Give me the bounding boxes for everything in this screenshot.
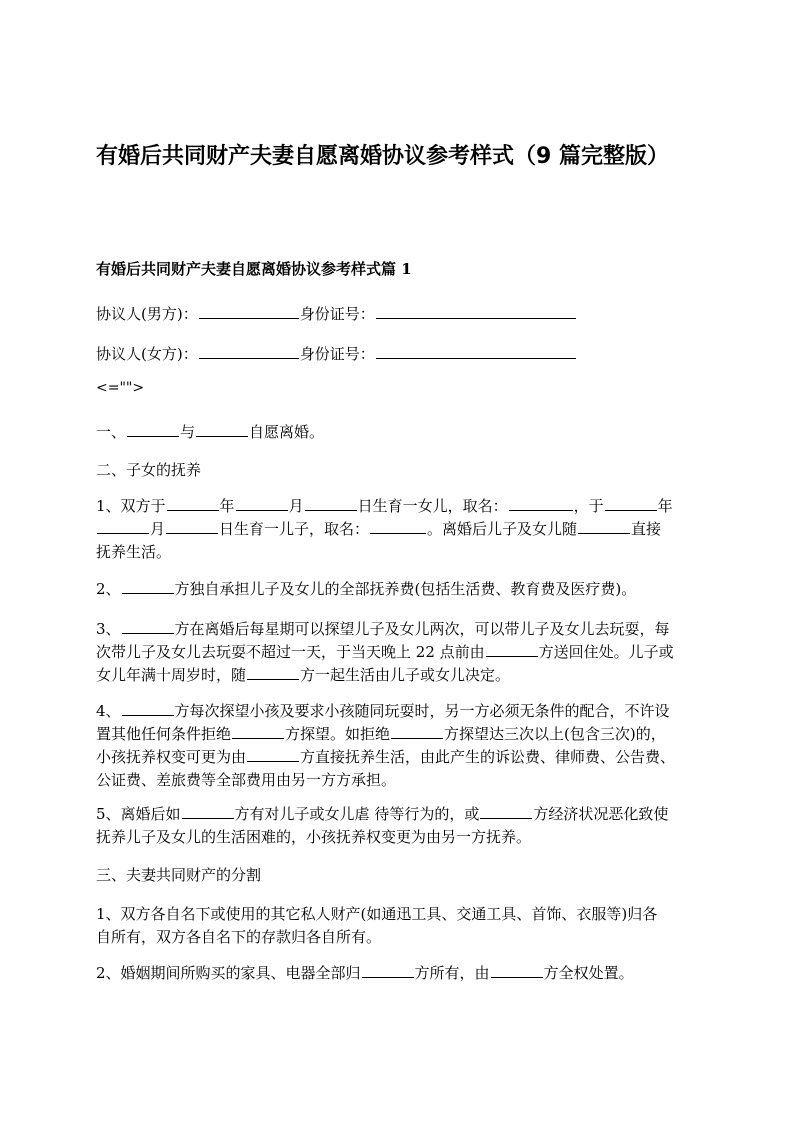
blank-field[interactable]: [122, 579, 174, 594]
text: 方经济状况恶化致使: [533, 805, 669, 823]
text: 与: [180, 423, 196, 441]
blank-field[interactable]: [491, 963, 543, 978]
heading-child-custody: 二、子女的抚养: [96, 461, 202, 479]
text: 方每次探望小孩及要求小孩随同玩耍时，另一方必须无条件的配合，不许设: [174, 702, 670, 720]
text: 日生育一儿子，取名：: [219, 520, 370, 538]
custody-paragraph-5: [96, 803, 706, 849]
blank-field[interactable]: [122, 619, 174, 634]
text: 方探望。如拒绝: [285, 725, 391, 743]
blank-field[interactable]: [578, 519, 630, 534]
blank-field[interactable]: [486, 642, 538, 657]
blank-field[interactable]: [376, 344, 576, 359]
text: 方全权处置。: [543, 964, 634, 982]
text: 5、离婚后如: [96, 805, 181, 823]
blank-field[interactable]: [247, 665, 299, 680]
blank-field[interactable]: [370, 519, 426, 534]
custody-paragraph-4: [96, 700, 706, 792]
blank-field[interactable]: [166, 519, 218, 534]
blank-field[interactable]: [376, 304, 576, 319]
text: 女儿年满十周岁时，随: [96, 666, 247, 684]
property-paragraph-1: [96, 903, 706, 949]
id-number-label: 身份证号：: [299, 345, 375, 363]
blank-field[interactable]: [362, 963, 414, 978]
text: 自愿离婚。: [249, 423, 325, 441]
blank-field[interactable]: [196, 422, 248, 437]
blank-field[interactable]: [97, 519, 149, 534]
id-number-label: 身份证号：: [299, 305, 375, 323]
blank-field[interactable]: [127, 422, 179, 437]
party-female-line: [96, 343, 577, 365]
text: 日生育一女儿，取名：: [357, 497, 508, 515]
section-title: 有婚后共同财产夫妻自愿离婚协议参考样式篇 1: [96, 260, 412, 278]
blank-field[interactable]: [391, 724, 443, 739]
heading-property-division: 三、夫妻共同财产的分割: [96, 866, 262, 884]
text: 年: [219, 497, 235, 515]
clause-1: [96, 421, 324, 443]
text: 直接: [631, 520, 662, 538]
text: 月: [150, 520, 166, 538]
text: 方独自承担儿子及女儿的全部抚养费(包括生活费、教育费及医疗费)。: [174, 580, 637, 598]
text: 方所有，由: [414, 964, 490, 982]
text: 1、双方各自名下或使用的其它私人财产(如通迅工具、交通工具、首饰、衣服等)归各: [96, 905, 658, 923]
blank-field[interactable]: [236, 496, 288, 511]
text: 2、婚姻期间所购买的家具、电器全部归: [96, 964, 361, 982]
text: 方直接抚养生活，由此产生的诉讼费、律师费、公告费、: [300, 748, 676, 766]
text: 。离婚后儿子及女儿随: [427, 520, 578, 538]
blank-field[interactable]: [247, 747, 299, 762]
text: 2、: [96, 580, 121, 598]
blank-field[interactable]: [182, 804, 234, 819]
blank-field[interactable]: [122, 701, 174, 716]
document-title: 有婚后共同财产夫妻自愿离婚协议参考样式（9 篇完整版）: [96, 144, 669, 169]
blank-field[interactable]: [509, 496, 573, 511]
text: 方在离婚后每星期可以探望儿子及女儿两次，可以带儿子及女儿去玩耍，每: [174, 620, 670, 638]
text: 年: [657, 497, 673, 515]
blank-field[interactable]: [167, 496, 219, 511]
text: 公证费、差旅费等全部费用由另一方方承担。: [96, 771, 397, 789]
custody-paragraph-2: [96, 578, 636, 600]
party-female-label: 协议人(女方)：: [96, 345, 198, 363]
blank-field[interactable]: [232, 724, 284, 739]
text: 自所有，双方各自名下的存款归各自所有。: [96, 928, 382, 946]
text: 抚养生活。: [96, 543, 172, 561]
text: 月: [288, 497, 304, 515]
text: 1、双方于: [96, 497, 166, 515]
blank-field[interactable]: [480, 804, 532, 819]
text: 方有对儿子或女儿虐 待等行为的，或: [234, 805, 480, 823]
property-paragraph-2: [96, 962, 634, 984]
text: 一、: [96, 423, 127, 441]
stray-markup-text: <="">: [96, 380, 145, 396]
text: 抚养儿子及女儿的生活困难的，小孩抚养权变更为由另一方抚养。: [96, 828, 532, 846]
blank-field[interactable]: [199, 304, 299, 319]
blank-field[interactable]: [199, 344, 299, 359]
party-male-label: 协议人(男方)：: [96, 305, 198, 323]
party-male-line: [96, 303, 577, 325]
text: 3、: [96, 620, 121, 638]
text: 方一起生活由儿子或女儿决定。: [300, 666, 511, 684]
blank-field[interactable]: [305, 496, 357, 511]
text: 次带儿子及女儿去玩耍不超过一天，于当天晚上 22 点前由: [96, 643, 485, 661]
text: 小孩抚养权变可更为由: [96, 748, 247, 766]
custody-paragraph-1: [96, 495, 706, 564]
text: 方送回住处。儿子或: [538, 643, 674, 661]
text: 置其他任何条件拒绝: [96, 725, 232, 743]
blank-field[interactable]: [605, 496, 657, 511]
text: 4、: [96, 702, 121, 720]
custody-paragraph-3: [96, 618, 706, 687]
text: ，于: [573, 497, 604, 515]
text: 方探望达三次以上(包含三次)的，: [444, 725, 666, 743]
